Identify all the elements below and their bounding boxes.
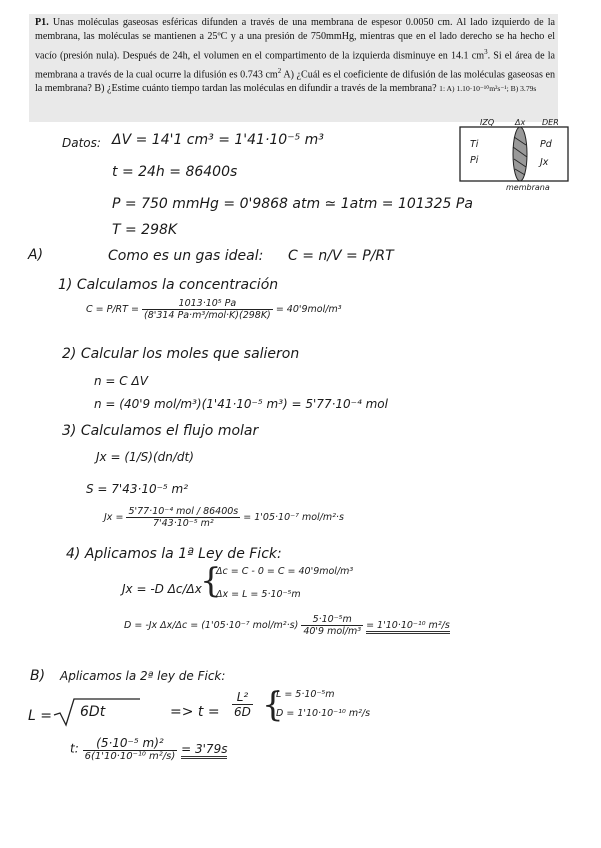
diagram-jx: Jx (540, 157, 549, 168)
datos-p: P = 750 mmHg = 0'9868 atm ≃ 1atm = 101325 Pa (112, 196, 473, 212)
partb-arrow: => t = (170, 704, 220, 720)
step4-D-fraction (301, 614, 363, 637)
step3-S: S = 7'43·10⁻⁵ m² (86, 482, 189, 496)
partb-t-fraction (232, 690, 253, 719)
diagram-dx: Δx (515, 118, 526, 127)
step4-D-num: 5·10⁻⁵m (301, 614, 363, 626)
step4-D-lhs: D = -Jx Δx/Δc = (1'05·10⁻⁷ mol/m²·s) (124, 620, 299, 631)
datos-T: T = 298K (112, 222, 178, 238)
problem-text-2: . Si el área de la membrana a través de la cual ocurre la difusión es 0.743 cm (35, 50, 555, 80)
partb-t2-lhs: t: (70, 741, 79, 756)
problem-sup-3: 3 (484, 47, 488, 56)
step4-brace: { (200, 561, 222, 601)
partb-L-root: 6Dt (80, 704, 106, 720)
part-b-label: B) (30, 668, 46, 684)
step1-fraction (142, 298, 273, 321)
step2-title: 2) Calcular los moles que salieron (62, 346, 300, 362)
diagram-pi: Pi (470, 155, 479, 166)
step1-num: 1013·10⁵ Pa (142, 298, 273, 310)
step1-den: (8'314 Pa·m³/mol·K)(298K) (143, 310, 271, 321)
step4-title: 4) Aplicamos la 1ª Ley de Fick: (66, 546, 282, 562)
part-b-intro: Aplicamos la 2ª ley de Fick: (60, 669, 226, 683)
step4-dx: Δx = L = 5·10⁻⁵m (216, 589, 301, 600)
partb-t-num: L² (232, 690, 253, 705)
step2-eq2: n = (40'9 mol/m³)(1'41·10⁻⁵ m³) = 5'77·10⁻⁴ mol (94, 397, 388, 411)
partb-t-den: 6D (234, 705, 251, 719)
membrane-diagram (458, 117, 570, 197)
step1-result: = 40'9mol/m³ (275, 304, 342, 315)
step3-den: 7'43·10⁻⁵ m² (152, 518, 214, 529)
partb-t2-fraction (83, 736, 178, 762)
partb-t2-result: = 3'79s (181, 742, 227, 759)
diagram-pd: Pd (540, 139, 552, 150)
datos-t: t = 24h = 86400s (112, 164, 238, 180)
problem-question: A) ¿Cuál es el coeficiente de difusión de las moléculas gaseosas en la membrana? B) ¿Estime cuánto tiempo tardan las moléculas en difundir a través de la membrana? (35, 68, 555, 95)
step4-flux: Jx = -D Δc/Δx (122, 582, 202, 596)
step1-title: 1) Calculamos la concentración (58, 277, 279, 293)
problem-sup-2: 2 (277, 66, 282, 75)
step3-num: 5'77·10⁻⁴ mol / 86400s (128, 506, 239, 517)
datos-label: Datos: (62, 136, 101, 150)
step3-eq1: Jx = (1/S)(dn/dt) (96, 450, 194, 464)
partb-t2-den: 6(1'10·10⁻¹⁰ m²/s) (84, 751, 176, 762)
problem-label: P1. (35, 17, 49, 28)
step1-equation (86, 298, 342, 321)
step4-D-equation (124, 614, 450, 637)
partb-brace: { (262, 685, 284, 725)
step3-fraction (126, 506, 240, 529)
part-a-intro: Como es un gas ideal: (108, 248, 264, 264)
step1-lhs: C = P/RT = (86, 304, 139, 315)
step3-result: = 1'05·10⁻⁷ mol/m²·s (243, 512, 344, 523)
partb-D-val: D = 1'10·10⁻¹⁰ m²/s (276, 708, 371, 719)
part-a-label: A) (28, 247, 44, 263)
diagram-ti: Ti (470, 139, 479, 150)
partb-L-val: L = 5·10⁻⁵m (276, 689, 335, 700)
step4-D-den: 40'9 mol/m³ (303, 626, 362, 637)
step3-equation (104, 506, 344, 529)
part-a-c-eq: C = n/V = P/RT (288, 248, 394, 264)
problem-statement (35, 16, 555, 97)
diagram-izq: IZQ (480, 118, 495, 127)
datos-dv: ΔV = 14'1 cm³ = 1'41·10⁻⁵ m³ (112, 132, 324, 148)
partb-t2-num: (5·10⁻⁵ m)² (83, 736, 178, 751)
partb-t-frac (232, 690, 253, 719)
step3-lhs: Jx = (104, 512, 124, 523)
step4-D-result: = 1'10·10⁻¹⁰ m²/s (366, 620, 450, 634)
partb-t-equation (70, 736, 227, 762)
step4-dc: Δc = C - 0 = C = 40'9mol/m³ (216, 566, 354, 577)
step2-eq1: n = C ΔV (94, 374, 148, 388)
problem-answers: 1: A) 1.10·10⁻¹⁰m²s⁻¹; B) 3.79s (439, 84, 537, 94)
partb-L-lhs: L = (28, 708, 52, 724)
diagram-der: DER (542, 118, 559, 127)
step3-title: 3) Calculamos el flujo molar (62, 423, 259, 439)
problem-text: Unas moléculas gaseosas esféricas difunden a través de una membrana de espesor 0.0050 cm. Al lado izquierdo de la membrana, las moléculas se mantienen a 25ºC y a una presión de 750mmHg, mientras que en el lado derecho se ha hecho el vacío (presión nula). Después de 24h, el volumen en el compartimento de la izquierda disminuye en 14.1 cm (35, 17, 555, 62)
diagram-caption: membrana (506, 183, 550, 192)
